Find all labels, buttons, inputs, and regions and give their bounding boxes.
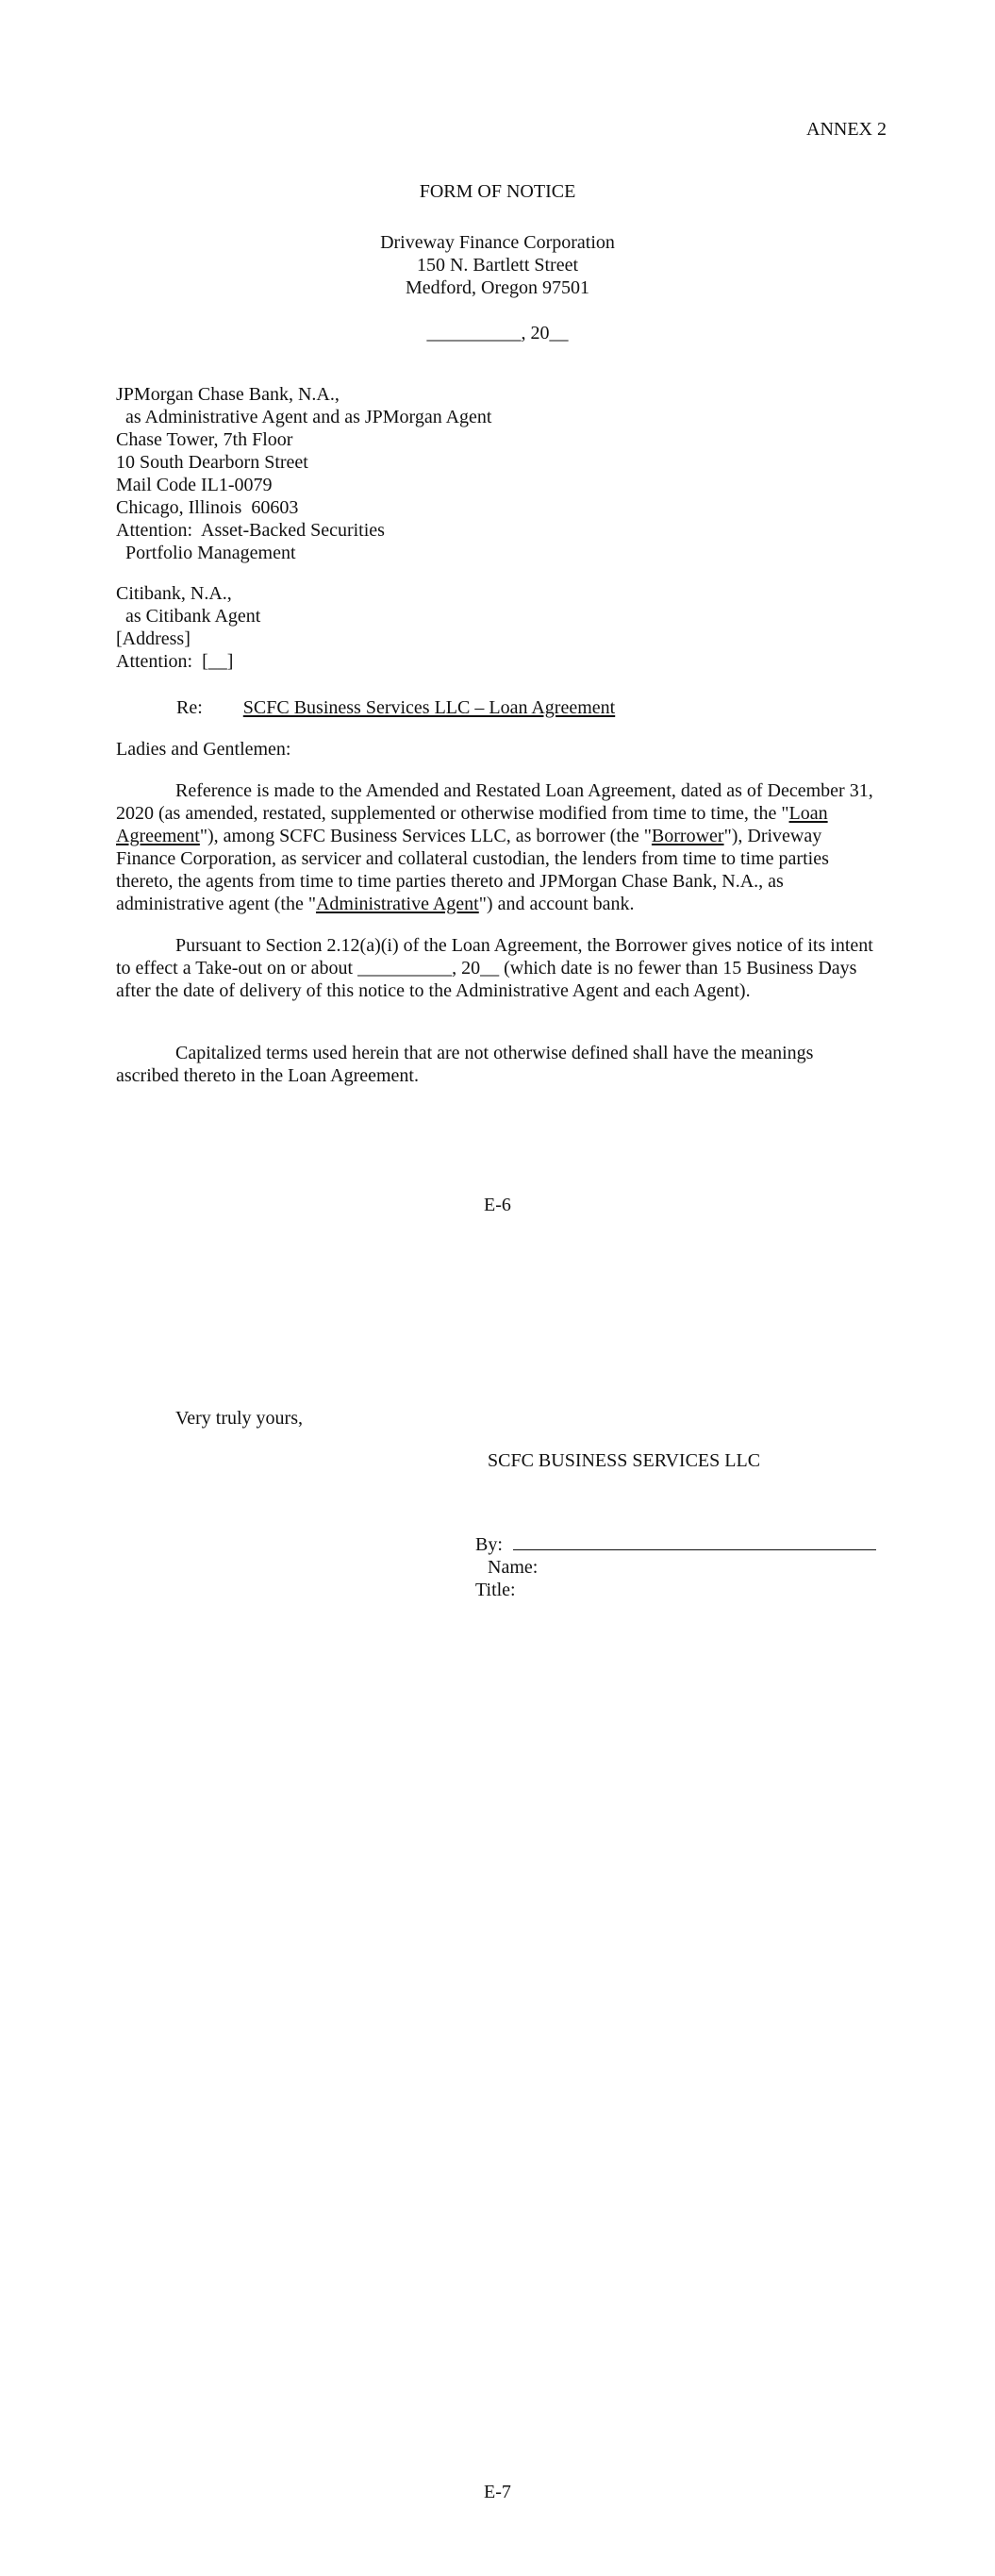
recipient-1-line: Chase Tower, 7th Floor (116, 429, 293, 450)
recipient-1-line: 10 South Dearborn Street (116, 452, 308, 473)
paragraph-text: "), Driveway Finance Corporation, as servicer and collateral custodian, the lenders from time to time parties thereto, the agents from time to time parties thereto and JPMorgan Chase Bank, N.A., as administrative agent (the " (116, 826, 829, 914)
by-label: By: (475, 1534, 503, 1555)
recipient-2-line: Attention: [__] (116, 651, 234, 672)
re-line (176, 696, 615, 719)
defined-term-loan-agreement: Loan Agreement (116, 803, 828, 846)
recipient-1-address (116, 383, 880, 564)
recipient-2-address (116, 582, 880, 673)
date-line: __________, 20__ (426, 323, 569, 343)
recipient-1-line: JPMorgan Chase Bank, N.A., (116, 384, 340, 405)
sender-city: Medford, Oregon 97501 (406, 277, 589, 298)
sender-street: 150 N. Bartlett Street (416, 255, 579, 276)
sender-name: Driveway Finance Corporation (380, 232, 615, 253)
closing: Very truly yours, (175, 1408, 303, 1429)
defined-term-administrative-agent: Administrative Agent (315, 894, 479, 914)
recipient-1-line: Chicago, Illinois 60603 (116, 497, 299, 518)
recipient-1-line: Mail Code IL1-0079 (116, 475, 273, 495)
recipient-1-line: Attention: Asset-Backed Securities (116, 520, 385, 541)
salutation: Ladies and Gentlemen: (116, 739, 291, 760)
signature-line[interactable] (513, 1531, 876, 1550)
paragraph-reference (116, 779, 880, 915)
paragraph-take-out-notice: Pursuant to Section 2.12(a)(i) of the Loan Agreement, the Borrower gives notice of its intent to effect a Take-out on or about __________, 20__ (which date is no fewer than 15 Business Days after the date of delivery of this notice to the Administrative Agent and each Agent). (116, 935, 873, 1001)
recipient-2-line: Citibank, N.A., (116, 583, 232, 604)
defined-term-borrower: Borrower (651, 826, 724, 846)
paragraph-definitions: Capitalized terms used herein that are not otherwise defined shall have the meanings ascribed thereto in the Loan Agreement. (116, 1043, 814, 1086)
paragraph-text: ") and account bank. (478, 894, 635, 914)
signature-block (475, 1531, 876, 1601)
document-title: FORM OF NOTICE (419, 181, 576, 202)
paragraph-text: Reference is made to the Amended and Restated Loan Agreement, dated as of December 31, 2020 (as amended, restated, supplemented or otherwise modified from time to time, the " (116, 780, 873, 824)
paragraph-text: "), among SCFC Business Services LLC, as borrower (the " (199, 826, 652, 846)
annex-label: ANNEX 2 (806, 119, 887, 140)
recipient-1-line: Portfolio Management (125, 543, 296, 563)
page-number: E-7 (484, 2482, 511, 2502)
page-number: E-6 (484, 1195, 511, 1215)
name-label: Name: (488, 1557, 539, 1578)
recipient-1-line: as Administrative Agent and as JPMorgan Agent (125, 407, 492, 427)
title-label: Title: (475, 1580, 516, 1600)
recipient-2-line: as Citibank Agent (125, 606, 261, 627)
sender-address (0, 231, 995, 299)
recipient-2-line: [Address] (116, 628, 191, 649)
re-label: Re: (176, 697, 203, 718)
re-subject: SCFC Business Services LLC – Loan Agreement (242, 697, 616, 718)
signature-by-row (475, 1531, 876, 1556)
company-name: SCFC BUSINESS SERVICES LLC (488, 1450, 761, 1471)
